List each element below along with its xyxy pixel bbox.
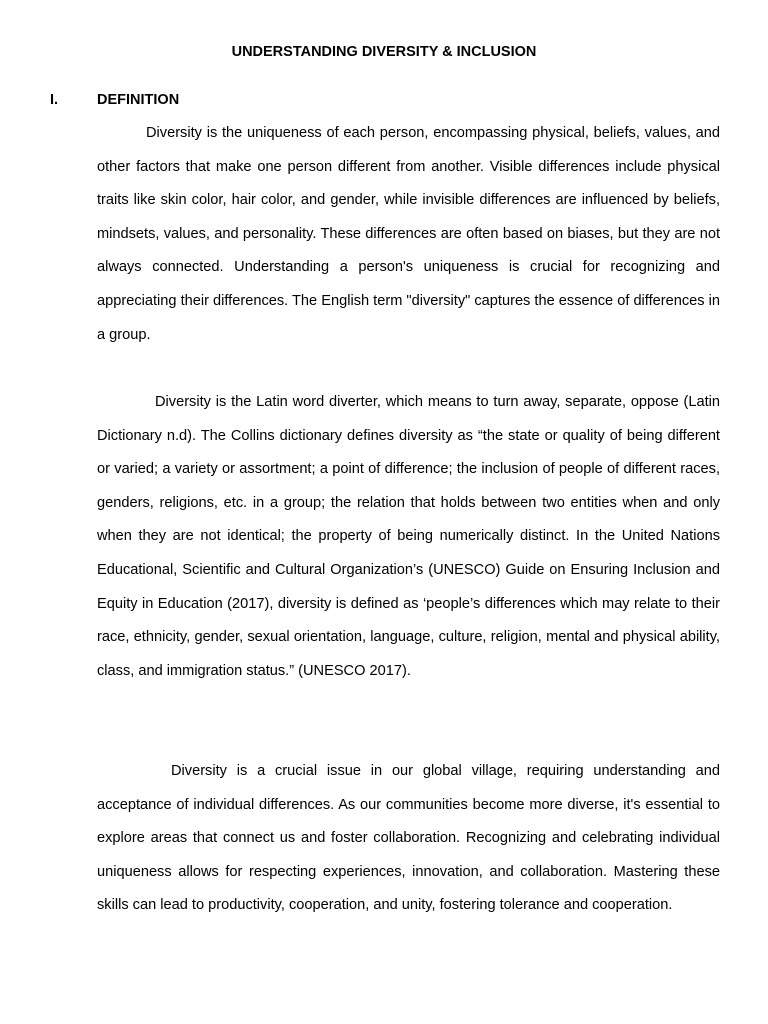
paragraph-1: Diversity is the uniqueness of each person, encompassing physical, beliefs, values, and other factors that make one person different from another. Visible differences include physical traits like skin color, hair color, and gender, while invisible differences are influenced by beliefs, mindsets, values, and personality. These differences are often based on biases, but they are not always connected. Understanding a person's uniqueness is crucial for recognizing and appreciating their differences. The English term "diversity" captures the essence of differences in a group. <box>97 125 720 343</box>
section-heading <box>50 90 730 110</box>
section-number: I. <box>50 92 59 108</box>
paragraph-3: Diversity is a crucial issue in our global village, requiring understanding and acceptance of individual differences. As our communities become more diverse, it's essential to explore areas that connect us and foster collaboration. Recognizing and celebrating individual uniqueness allows for respecting experiences, innovation, and collaboration. Mastering these skills can lead to productivity, cooperation, and unity, fostering tolerance and cooperation. <box>97 763 720 914</box>
section-title: DEFINITION <box>97 92 180 108</box>
paragraph-2: Diversity is the Latin word diverter, which means to turn away, separate, oppose (Latin Dictionary n.d). The Collins dictionary defines diversity as “the state or quality of being different or varied; a variety or assortment; a point of difference; the inclusion of people of different races, genders, religions, etc. in a group; the relation that holds between two entities when and only when they are not identical; the property of being numerically distinct. In the United Nations Educational, Scientific and Cultural Organization’s (UNESCO) Guide on Ensuring Inclusion and Equity in Education (2017), diversity is defined as ‘people’s differences which may relate to their race, ethnicity, gender, sexual orientation, language, culture, religion, mental and physical ability, class, and immigration status.” (UNESCO 2017). <box>97 394 720 679</box>
document-title: UNDERSTANDING DIVERSITY & INCLUSION <box>231 44 537 60</box>
